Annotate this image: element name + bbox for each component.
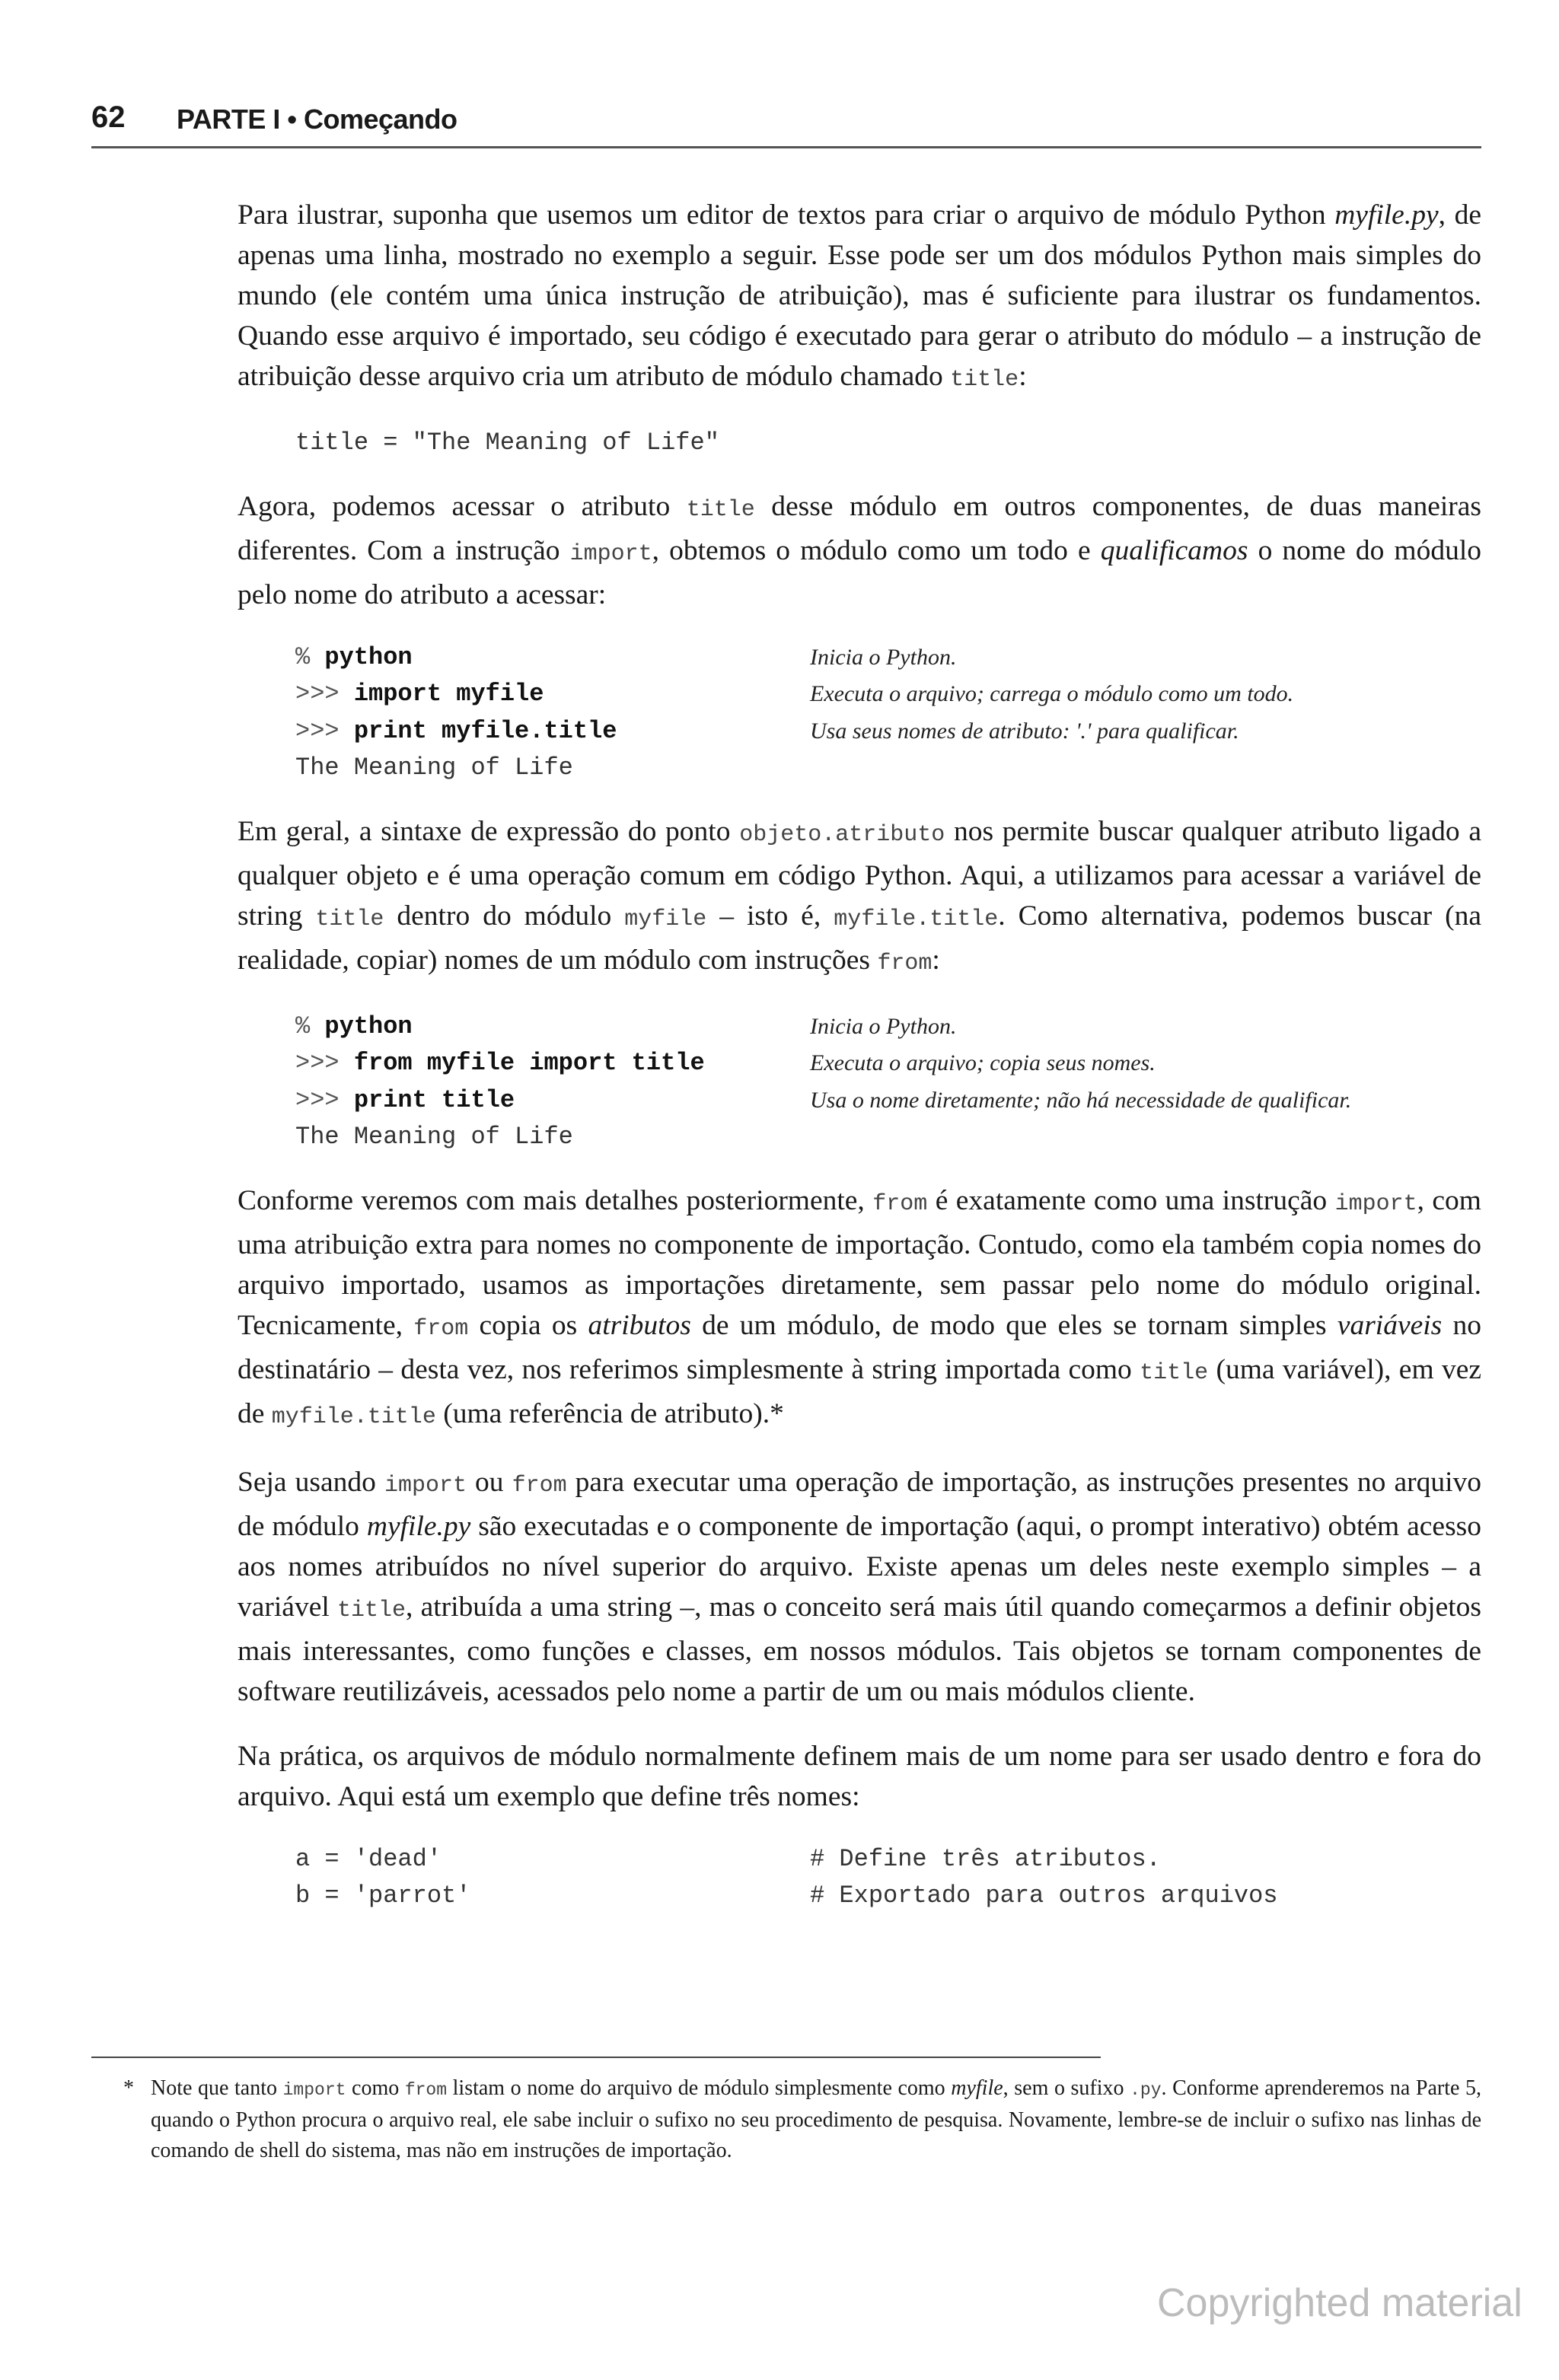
code-block-attrs: a = 'dead' # Define três atributos. b = 'parrot' # Exportado para outros arquivos bbox=[295, 1841, 1481, 1915]
paragraph-1: Para ilustrar, suponha que usemos um editor de textos para criar o arquivo de módulo Python myfile.py, de apenas uma linha, mostrado no exemplo a seguir. Esse pode ser um dos módulos Python mais simples do mundo (ele contém uma única instrução de atribuição), mas é suficiente para ilustrar os fundamentos. Quando esse arquivo é importado, seu código é executado para gerar o atributo do módulo – a instrução de atribuição desse arquivo cria um atributo de módulo chamado title: bbox=[238, 199, 1481, 393]
code-comment: Usa seus nomes de atributo: '.' para qualificar. bbox=[810, 718, 1239, 744]
footnote-text: Note que tanto import como from listam o nome do arquivo de módulo simplesmente como myfile, sem o sufixo .py. Conforme aprenderemos na Parte 5, quando o Python procura o arquivo real, ele sabe incluir o sufixo no seu procedimento de pesquisa. Novamente, lembre-se de incluir o sufixo nas linhas de comando de shell do sistema, mas não em instruções de importação. bbox=[151, 2076, 1481, 2162]
footnote-divider bbox=[91, 2057, 1101, 2058]
code-line: title = "The Meaning of Life" bbox=[295, 429, 719, 457]
code-block-from: % python Inicia o Python. >>> from myfile import title Executa o arquivo; copia seus nomes. >>> print title Usa o nome diretamente; não há necessidade de qualificar. The Meaning of Life bbox=[295, 1008, 1481, 1156]
code-output: The Meaning of Life bbox=[295, 754, 573, 782]
page-header bbox=[91, 97, 1481, 148]
paragraph-2: Agora, podemos acessar o atributo title desse módulo em outros componentes, de duas maneiras diferentes. Com a instrução import, obtemos o módulo como um todo e qualificamos o nome do módulo pelo nome do atributo a acessar: bbox=[238, 490, 1482, 610]
code-block-import: % python Inicia o Python. >>> import myfile Executa o arquivo; carrega o módulo como um todo. >>> print myfile.title Usa seus nomes de atributo: '.' para qualificar. The Meaning of Life bbox=[295, 639, 1481, 787]
code-comment: Inicia o Python. bbox=[810, 644, 957, 670]
paragraph-4: Conforme veremos com mais detalhes posteriormente, from é exatamente como uma instrução import, com uma atribuição extra para nomes no componente de importação. Contudo, como ela também copia nomes do arquivo importado, usamos as importações diretamente, sem passar pelo nome do módulo original. Tecnicamente, from copia os atributos de um módulo, de modo que eles se tornam simples variáveis no destinatário – desta vez, nos referimos simplesmente à string importada como title (uma variável), em vez de myfile.title (uma referência de atributo).* bbox=[238, 1184, 1481, 1430]
code-comment: Executa o arquivo; copia seus nomes. bbox=[810, 1050, 1156, 1075]
copyright-watermark: Copyrighted material bbox=[1157, 2281, 1522, 2325]
paragraph-5: Seja usando import ou from para executar uma operação de importação, as instruções presentes no arquivo de módulo myfile.py são executadas e o componente de importação (aqui, o prompt interativo) obtém acesso aos nomes atribuídos no nível superior do arquivo. Existe apenas um deles neste exemplo simples – a variável title, atribuída a uma string –, mas o conceito será mais útil quando começarmos a definir objetos mais interessantes, como funções e classes, em nossos módulos. Tais objetos se tornam componentes de software reutilizáveis, acessados pelo nome a partir de um ou mais módulos cliente. bbox=[238, 1466, 1482, 1707]
code-comment: Executa o arquivo; carrega o módulo como um todo. bbox=[810, 681, 1294, 706]
code-output: The Meaning of Life bbox=[295, 1123, 573, 1151]
code-comment: Usa o nome diretamente; não há necessidade de qualificar. bbox=[810, 1087, 1352, 1113]
code-comment: Inicia o Python. bbox=[810, 1013, 957, 1039]
page-body bbox=[238, 195, 1481, 1915]
paragraph-3: Em geral, a sintaxe de expressão do ponto objeto.atributo nos permite buscar qualquer atributo ligado a qualquer objeto e é uma operação comum em código Python. Aqui, a utilizamos para acessar a variável de string title dentro do módulo myfile – isto é, myfile.title. Como alternativa, podemos buscar (na realidade, copiar) nomes de um módulo com instruções from: bbox=[238, 815, 1482, 977]
page-number: 62 bbox=[91, 100, 126, 134]
footnote-marker: * bbox=[123, 2076, 134, 2100]
section-title: PARTE I • Começando bbox=[177, 104, 457, 135]
code-block-assign bbox=[295, 425, 1481, 462]
code-comment: # Exportado para outros arquivos bbox=[810, 1881, 1278, 1910]
footnote bbox=[123, 2073, 1481, 2166]
paragraph-6: Na prática, os arquivos de módulo normalmente definem mais de um nome para ser usado dentro e fora do arquivo. Aqui está um exemplo que define três nomes: bbox=[238, 1740, 1481, 1812]
code-comment: # Define três atributos. bbox=[810, 1844, 1161, 1873]
